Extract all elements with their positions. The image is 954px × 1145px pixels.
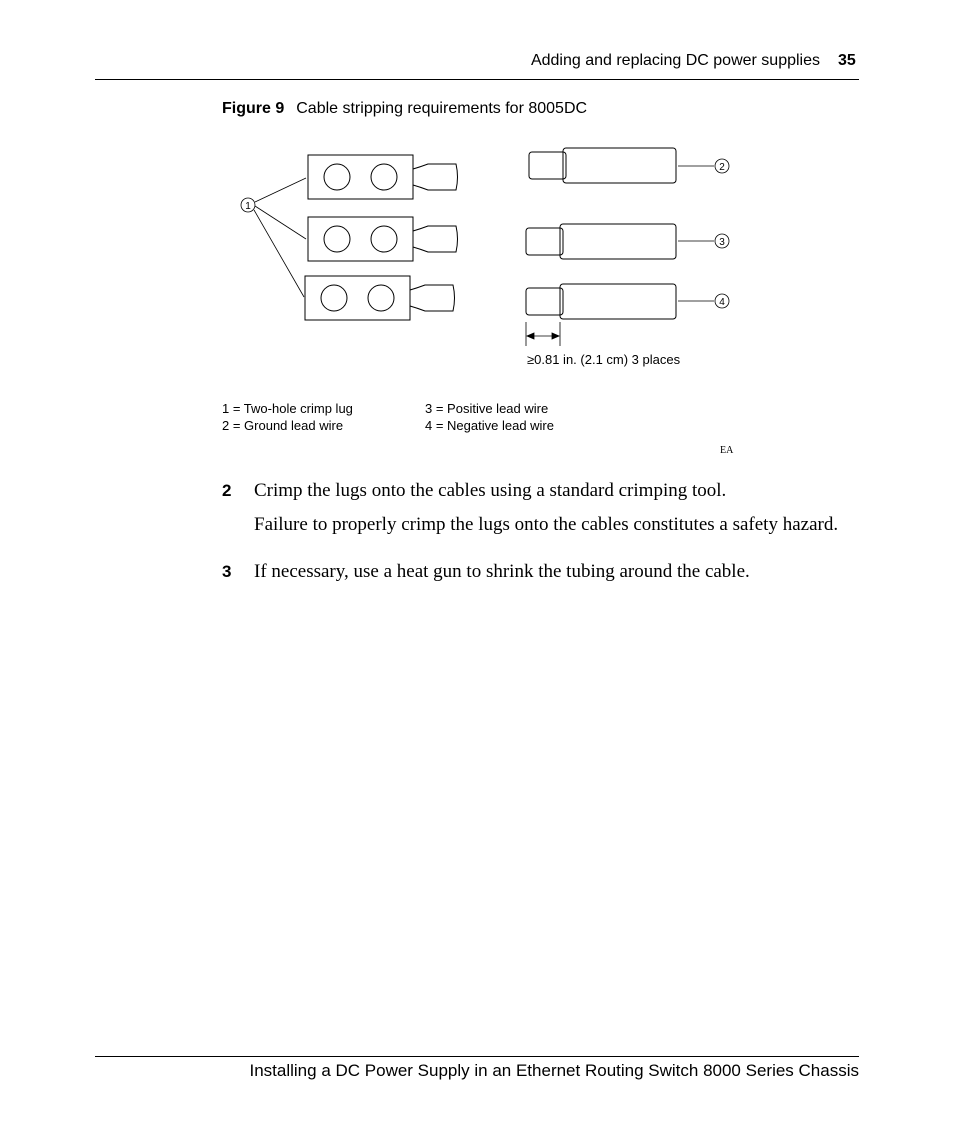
step-text: If necessary, use a heat gun to shrink the tubing around the cable. [254, 561, 750, 582]
legend-item-4: 4 = Negative lead wire [425, 418, 554, 433]
footer-rule [95, 1056, 859, 1057]
figure-code: EA [720, 445, 734, 456]
step-2-note: Failure to properly crimp the lugs onto the cables constitutes a safety hazard. [254, 514, 839, 535]
callout-4 [678, 294, 729, 308]
crimp-lug-3 [305, 276, 455, 320]
figure-label: Figure 9 [222, 100, 285, 117]
callout-1 [241, 178, 306, 297]
crimp-lug-1 [308, 155, 458, 199]
positive-lead-wire [526, 224, 676, 259]
header-rule [95, 79, 859, 80]
figure-caption-text: Cable stripping requirements for 8005DC [296, 100, 588, 117]
legend-right [425, 400, 554, 434]
footer-title: Installing a DC Power Supply in an Ethernet Routing Switch 8000 Series Chassis [249, 1061, 859, 1080]
crimp-lug-2 [308, 217, 458, 261]
dimension-label: ≥0.81 in. (2.1 cm) 3 places [527, 352, 681, 367]
figure-caption [222, 100, 587, 118]
header-section-title: Adding and replacing DC power supplies [530, 52, 820, 69]
legend-left [222, 400, 353, 434]
strip-length-dimension [526, 322, 560, 346]
svg-text:4: 4 [719, 297, 725, 308]
cable-stripping-diagram [220, 140, 740, 375]
svg-text:2: 2 [719, 162, 725, 173]
svg-text:1: 1 [245, 201, 251, 212]
negative-lead-wire [526, 284, 676, 319]
ground-lead-wire [529, 148, 676, 183]
step-text: Crimp the lugs onto the cables using a standard crimping tool. [254, 480, 727, 501]
step-number: 2 [222, 481, 232, 500]
legend-item-1: 1 = Two-hole crimp lug [222, 401, 353, 416]
step-number: 3 [222, 562, 232, 581]
svg-text:3: 3 [719, 237, 725, 248]
callout-2 [678, 159, 729, 173]
legend-item-3: 3 = Positive lead wire [425, 401, 549, 416]
legend-item-2: 2 = Ground lead wire [222, 418, 344, 433]
page-number: 35 [838, 52, 856, 69]
callout-3 [678, 234, 729, 248]
